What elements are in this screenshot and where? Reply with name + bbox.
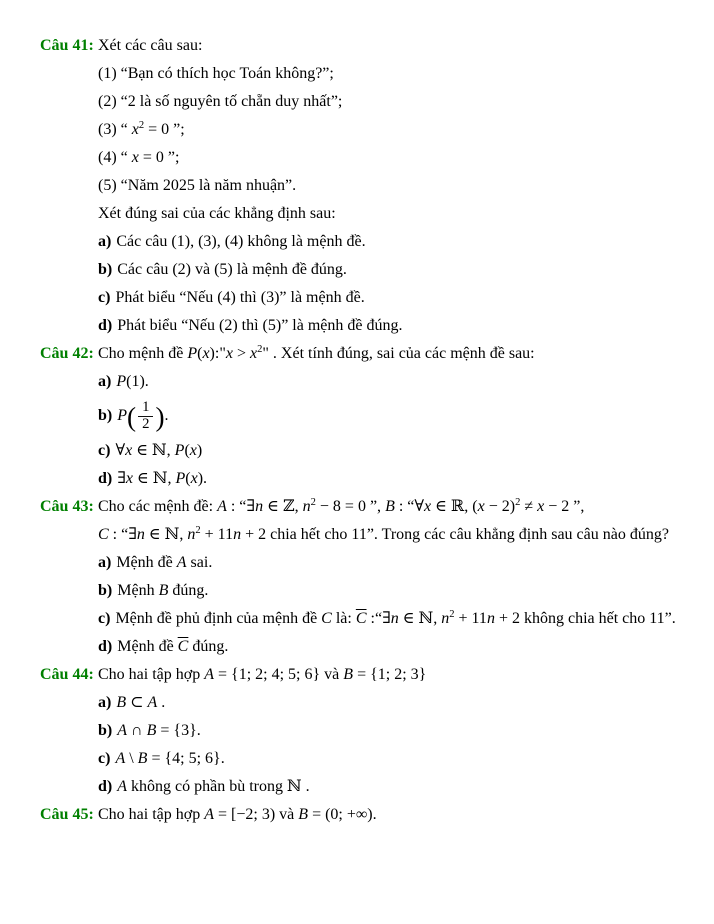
math-var: A: [204, 665, 215, 683]
line-content: [98, 610, 676, 627]
math-var: C: [321, 609, 332, 627]
question: [0, 344, 708, 489]
text-run: Xét các câu sau:: [98, 37, 203, 54]
question-line: [0, 260, 708, 280]
math-var: x: [225, 345, 233, 362]
question-line: [0, 316, 708, 336]
text-run: = 0 ”;: [144, 121, 185, 138]
math-var: n: [187, 525, 196, 543]
text-run: ∈ ℕ,: [132, 441, 175, 459]
text-run: Cho hai tập hợp: [98, 665, 205, 683]
text-run: ):": [209, 345, 226, 362]
line-content: [98, 497, 708, 517]
line-content: [98, 205, 336, 222]
text-run: = {4; 5; 6}.: [147, 749, 225, 767]
line-content: [98, 289, 365, 306]
text-run: + 11: [454, 609, 487, 627]
math-var: x: [125, 441, 133, 459]
text-run: Các câu (1), (3), (4) không là mệnh đề.: [116, 233, 366, 250]
text-run: 2: [138, 120, 145, 132]
math-var: P: [117, 406, 128, 424]
math-var: A: [176, 553, 187, 571]
line-content: [98, 36, 708, 56]
text-run: Mệnh: [117, 581, 159, 599]
text-run: = {1; 2; 4; 5; 6} và: [214, 665, 344, 683]
question-header-line: [0, 36, 708, 56]
text-run: ): [155, 401, 165, 432]
fraction: [136, 400, 155, 433]
line-content: [98, 805, 708, 825]
text-run: ≠: [520, 497, 538, 515]
text-run: " . Xét tính đúng, sai của các mệnh đề sau:: [262, 345, 535, 362]
question-label: Câu 41:: [40, 37, 94, 54]
text-run: (: [197, 345, 203, 362]
text-run: là:: [331, 609, 356, 627]
text-run: ∀: [414, 497, 425, 515]
text-run: Xét đúng sai của các khẳng định sau:: [98, 205, 336, 222]
text-run: \: [125, 749, 138, 767]
math-var: x: [131, 149, 139, 166]
question-line: [0, 721, 708, 741]
text-run: đúng.: [188, 637, 229, 655]
text-run: Cho mệnh đề: [98, 345, 188, 362]
text-run: (: [185, 469, 191, 487]
line-content: [98, 665, 708, 685]
line-content: [98, 638, 228, 655]
text-run: Cho các mệnh đề:: [98, 497, 218, 515]
text-run: + 2 chia hết cho 11”. Trong các câu khẳng định sau câu nào đúng?: [241, 525, 669, 543]
text-run: = {3}.: [156, 721, 201, 739]
question-line: [0, 777, 708, 797]
question-label: Câu 44:: [40, 665, 94, 683]
text-run: >: [232, 345, 250, 362]
text-run: ∃: [117, 469, 126, 487]
item-marker: b): [98, 406, 113, 424]
text-run: (3) “: [98, 121, 132, 138]
text-run: :“: [366, 609, 383, 627]
text-run: + 2 không chia hết cho 11”.: [494, 609, 676, 627]
question-line: [0, 288, 708, 308]
math-var: n: [486, 609, 495, 627]
math-var: B: [116, 693, 127, 711]
text-run: ∃: [246, 497, 256, 515]
item-marker: a): [98, 553, 112, 571]
math-var: A: [117, 777, 128, 795]
text-run: : “: [108, 525, 129, 543]
line-content: [98, 526, 669, 543]
item-marker: c): [98, 749, 111, 767]
line-content: [98, 554, 212, 571]
question-line: [0, 232, 708, 252]
question-line: [0, 581, 708, 601]
question: [0, 805, 708, 825]
document-body: [0, 36, 708, 825]
text-run: − 2 ”,: [544, 497, 585, 515]
text-run: ⊂: [126, 693, 148, 711]
math-var: B: [158, 581, 169, 599]
math-var: n: [136, 525, 145, 543]
question: [0, 497, 708, 657]
math-var: P: [187, 345, 198, 362]
line-content: [98, 149, 179, 166]
math-var: P: [175, 469, 186, 487]
line-content: [98, 344, 708, 364]
text-run: : “: [226, 497, 247, 515]
line-content: [98, 373, 149, 390]
text-run: .: [157, 693, 166, 711]
item-marker: c): [98, 609, 111, 627]
line-content: [98, 261, 347, 278]
line-content: [98, 694, 165, 711]
text-run: (1).: [126, 373, 149, 390]
math-var: B: [343, 665, 354, 683]
text-run: sai.: [186, 553, 213, 571]
math-var: x: [190, 469, 198, 487]
question-line: [0, 204, 708, 224]
text-run: ∩: [127, 721, 147, 739]
text-run: Mệnh đề: [116, 553, 177, 571]
math-var: n: [441, 609, 450, 627]
math-var: x: [131, 121, 139, 138]
math-var: P: [116, 373, 127, 390]
question-line: [0, 553, 708, 573]
question-line: [0, 637, 708, 657]
math-var: B: [146, 721, 157, 739]
math-var: B: [137, 749, 148, 767]
line-content: [98, 121, 185, 138]
question-header-line: [0, 497, 708, 517]
math-var: n: [255, 497, 264, 515]
math-var: x: [250, 345, 258, 362]
text-run: (2) “2 là số nguyên tố chẵn duy nhất”;: [98, 93, 343, 110]
question-line: [0, 441, 708, 461]
math-var: x: [202, 345, 210, 362]
text-run: = [−2; 3): [214, 805, 276, 823]
question-line: [0, 148, 708, 168]
math-var: A: [147, 693, 158, 711]
question-line: [0, 525, 708, 545]
text-run: ): [196, 441, 203, 459]
text-run: ∈ ℕ,: [398, 609, 442, 627]
text-run: không có phần bù trong ℕ .: [127, 777, 310, 795]
item-marker: a): [98, 693, 112, 711]
math-var: x: [477, 497, 485, 515]
math-var: x: [189, 441, 197, 459]
text-run: Cho hai tập hợp: [98, 805, 205, 823]
text-run: : “: [394, 497, 415, 515]
item-marker: d): [98, 317, 113, 334]
line-content: [98, 750, 225, 767]
question-line: [0, 120, 708, 140]
math-var: A: [117, 721, 128, 739]
text-run: đúng.: [168, 581, 209, 599]
fraction-denominator: 2: [142, 415, 150, 432]
line-content: [98, 93, 342, 110]
text-run: Các câu (2) và (5) là mệnh đề đúng.: [117, 261, 347, 278]
text-run: ∈ ℝ, (: [431, 497, 478, 515]
item-marker: b): [98, 261, 113, 278]
math-var: $\overline{C}$: [355, 609, 367, 627]
text-run: .: [164, 406, 169, 424]
question-line: [0, 176, 708, 196]
text-run: + 11: [200, 525, 234, 543]
item-marker: b): [98, 581, 113, 599]
text-run: 2: [515, 496, 521, 508]
question-line: [0, 693, 708, 713]
text-run: ∀: [115, 441, 126, 459]
text-run: ∈ ℤ,: [263, 497, 303, 515]
item-marker: b): [98, 721, 113, 739]
fraction-numerator: 1: [138, 400, 153, 417]
math-var: n: [302, 497, 311, 515]
question-label: Câu 43:: [40, 497, 94, 515]
math-var: x: [424, 497, 432, 515]
math-var: B: [298, 805, 309, 823]
text-run: (: [184, 441, 190, 459]
text-run: (4) “: [98, 149, 132, 166]
question-header-line: [0, 665, 708, 685]
math-var: C: [98, 525, 109, 543]
question-header-line: [0, 805, 708, 825]
question-line: [0, 64, 708, 84]
text-run: (5) “Năm 2025 là năm nhuận”.: [98, 177, 297, 194]
math-var: n: [390, 609, 399, 627]
line-content: [98, 470, 207, 487]
math-var: A: [204, 805, 215, 823]
question-label: Câu 42:: [40, 345, 94, 362]
text-run: 2: [195, 524, 201, 536]
text-run: Phát biểu “Nếu (2) thì (5)” là mệnh đề đúng.: [117, 317, 403, 334]
math-var: n: [233, 525, 242, 543]
text-run: − 8 = 0 ”,: [315, 497, 386, 515]
text-run: ).: [197, 469, 208, 487]
text-run: (: [127, 401, 137, 432]
question: [0, 36, 708, 336]
question-line: [0, 92, 708, 112]
line-content: [98, 65, 334, 82]
line-content: [98, 778, 310, 795]
question-line: [0, 609, 708, 629]
text-run: ∃: [382, 609, 391, 627]
math-var: $\overline{C}$: [177, 637, 189, 655]
question-line: [0, 372, 708, 392]
item-marker: d): [98, 469, 113, 487]
text-run: ∈ ℕ,: [133, 469, 176, 487]
line-content: [98, 317, 402, 334]
math-var: A: [217, 497, 227, 515]
text-run: ∃: [128, 525, 137, 543]
text-run: Phát biểu “Nếu (4) thì (3)” là mệnh đề.: [115, 289, 365, 306]
question-line: [0, 400, 708, 433]
text-run: 2: [257, 344, 263, 356]
text-run: 2: [310, 496, 316, 508]
math-var: P: [174, 441, 185, 459]
line-content: [98, 442, 202, 459]
math-var: B: [385, 497, 395, 515]
item-marker: a): [98, 233, 112, 250]
text-run: = (0; +∞).: [308, 805, 377, 823]
text-run: Mệnh đề: [117, 637, 178, 655]
text-run: = {1; 2; 3}: [353, 665, 427, 683]
item-marker: c): [98, 289, 111, 306]
question-header-line: [0, 344, 708, 364]
line-content: [98, 233, 366, 250]
question: [0, 665, 708, 797]
line-content: [98, 722, 201, 739]
text-run: = 0 ”;: [138, 149, 180, 166]
item-marker: d): [98, 777, 113, 795]
math-var: x: [125, 469, 134, 487]
text-run: và: [275, 805, 299, 823]
math-var: x: [537, 497, 545, 515]
line-content: [98, 399, 169, 432]
math-var: A: [115, 749, 126, 767]
line-content: [98, 582, 208, 599]
line-content: [98, 177, 296, 194]
question-line: [0, 749, 708, 769]
text-run: (1) “Bạn có thích học Toán không?”;: [98, 65, 334, 82]
text-run: − 2): [484, 497, 516, 515]
text-run: Mệnh đề phủ định của mệnh đề: [115, 609, 322, 627]
question-line: [0, 469, 708, 489]
text-run: 2: [449, 608, 455, 620]
question-label: Câu 45:: [40, 805, 94, 823]
item-marker: a): [98, 373, 112, 390]
item-marker: d): [98, 637, 113, 655]
item-marker: c): [98, 441, 111, 459]
text-run: ∈ ℕ,: [144, 525, 188, 543]
